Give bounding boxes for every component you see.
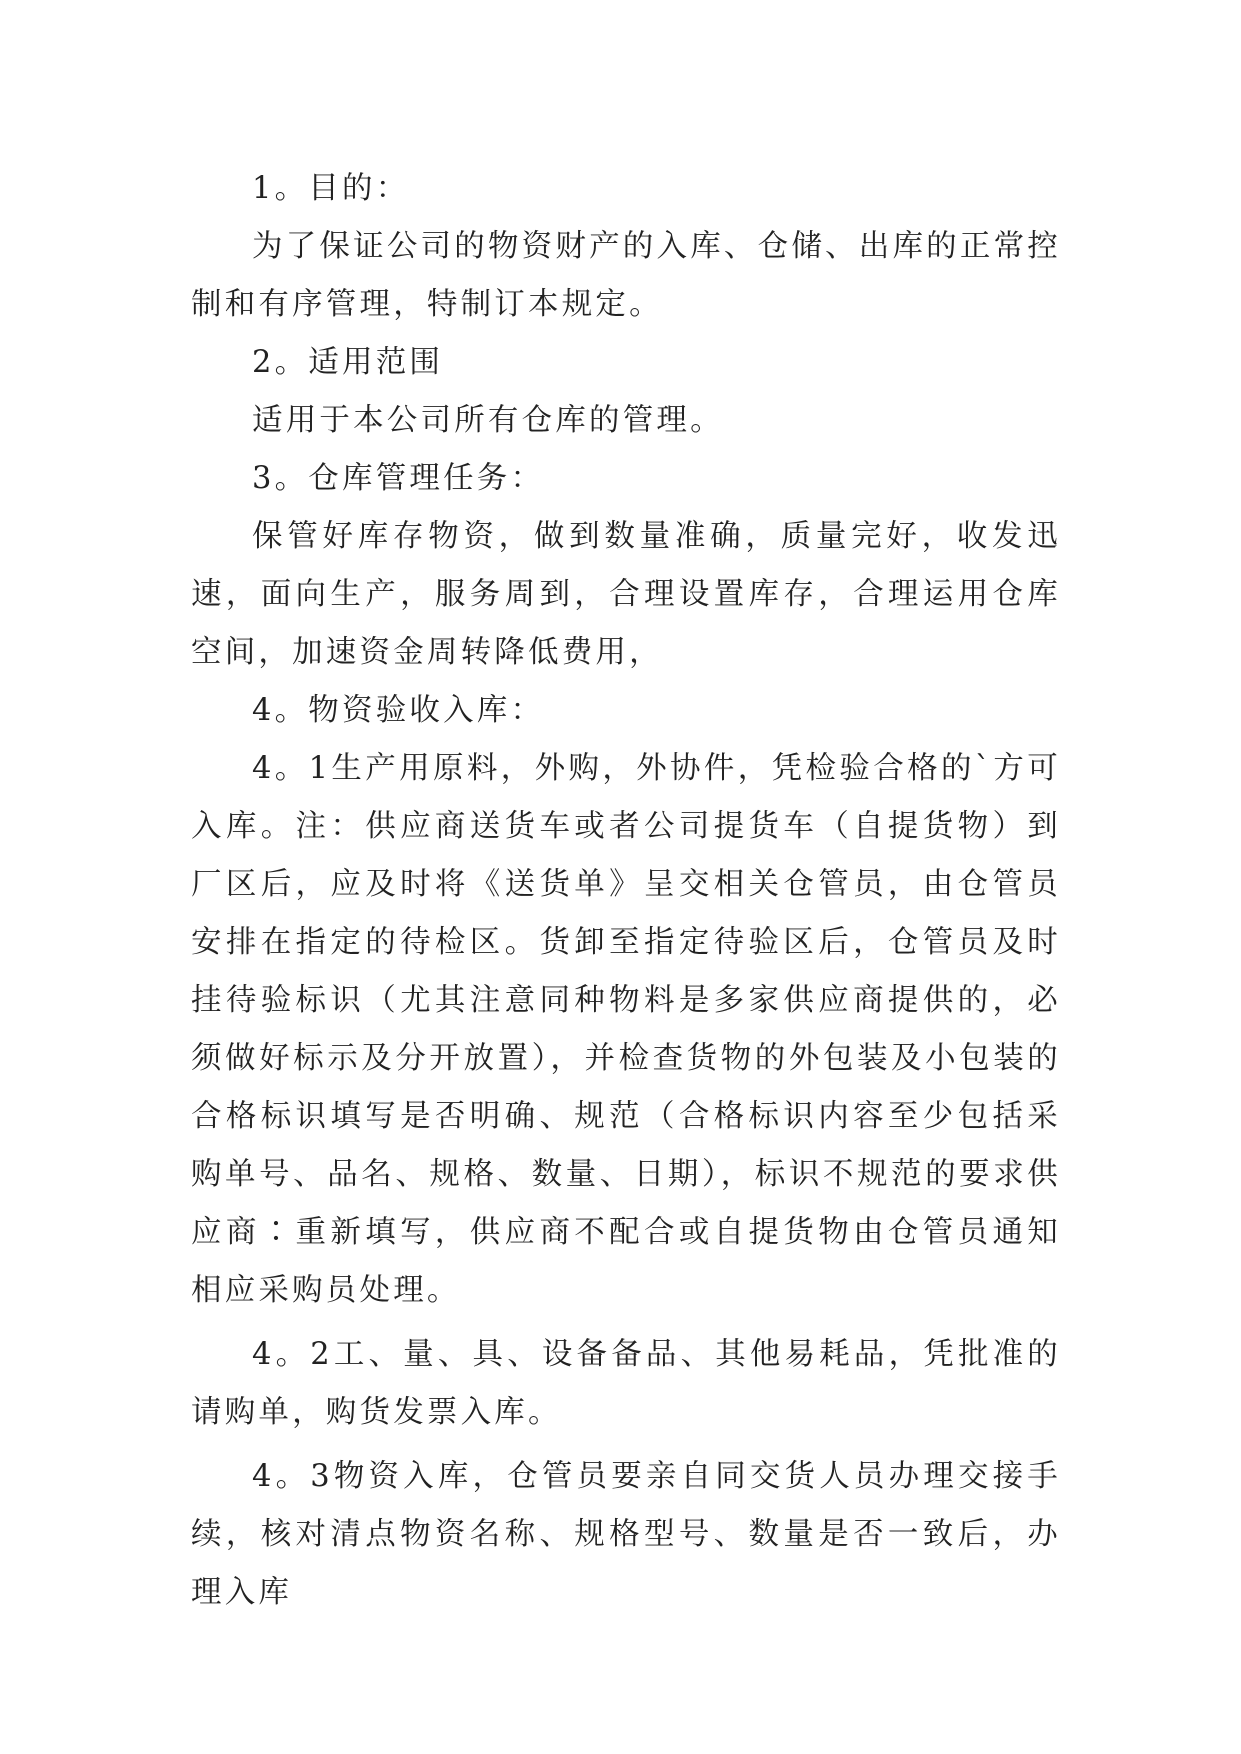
section-1-text: 为了保证公司的物资财产的入库、仓储、出库的正常控制和有序管理，特制订本规定。 xyxy=(191,229,1061,322)
section-3-heading: 3。仓库管理任务： xyxy=(252,461,545,496)
section-4-3-text: 4。3物资入库，仓管员要亲自同交货人员办理交接手续，核对清点物资名称、规格型号、数量是否一致后，办理入库 xyxy=(191,1459,1061,1610)
section-3-text: 保管好库存物资，做到数量准确，质量完好，收发迅速，面向生产，服务周到，合理设置库存，合理运用仓库空间，加速资金周转降低费用， xyxy=(191,519,1061,670)
document-body xyxy=(191,160,1061,1622)
section-1-heading: 1。目的： xyxy=(252,171,410,206)
section-2-text: 适用于本公司所有仓库的管理。 xyxy=(252,403,724,438)
section-4-1-text: 4。1生产用原料，外购，外协件，凭检验合格的`方可入库。注：供应商送货车或者公司提货车（自提货物）到厂区后，应及时将《送货单》呈交相关仓管员，由仓管员安排在指定的待检区。货卸至指定待验区后，仓管员及时挂待验标识（尤其注意同种物料是多家供应商提供的，必须做好标示及分开放置），并检查货物的外包装及小包装的合格标识填写是否明确、规范（合格标识内容至少包括采购单号、品名、规格、数量、日期），标识不规范的要求供应商∶重新填写，供应商不配合或自提货物由仓管员通知相应采购员处理。 xyxy=(191,751,1061,1308)
section-4-heading: 4。物资验收入库： xyxy=(252,693,545,728)
section-4-2-text: 4。2工、量、具、设备备品、其他易耗品，凭批准的请购单，购货发票入库。 xyxy=(191,1337,1061,1430)
section-2-heading: 2。适用范围 xyxy=(252,345,444,380)
